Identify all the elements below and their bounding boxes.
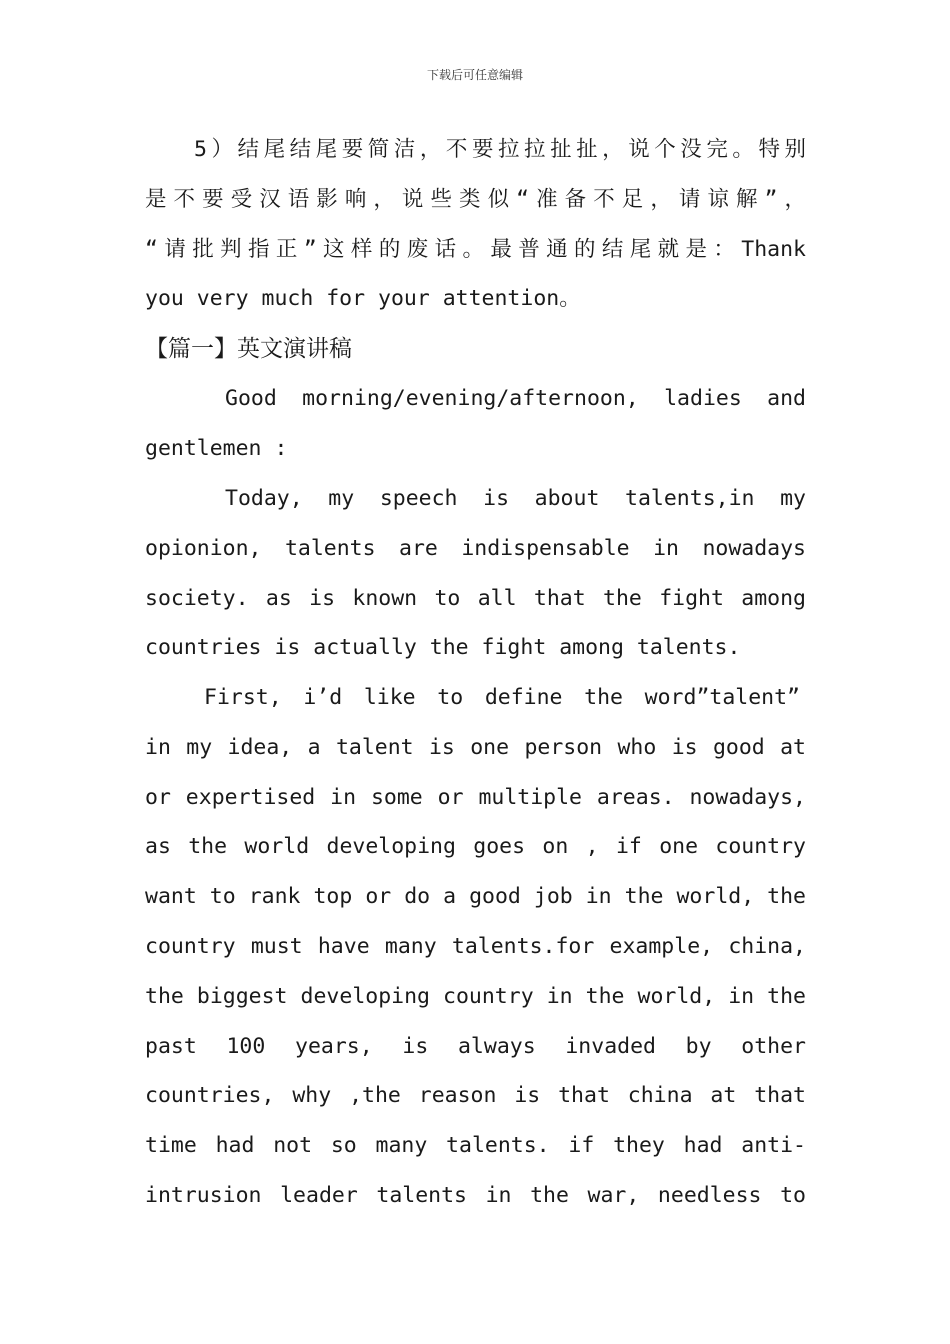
text-line: intrusion leader talents in the war, needless to	[145, 1183, 806, 1208]
text-line: opionion, talents are indispensable in nowadays	[145, 536, 806, 561]
text-line: as the world developing goes on , if one country	[145, 834, 806, 859]
text-line: countries, why ,the reason is that china at that	[145, 1083, 806, 1108]
text-line: want to rank top or do a good job in the world, the	[145, 884, 806, 909]
text-line: the biggest developing country in the world, in the	[145, 984, 806, 1009]
text-line: Good morning/evening/afternoon, ladies and	[225, 386, 806, 411]
text-line: or expertised in some or multiple areas. nowadays,	[145, 785, 806, 810]
text-line: you very much for your attention。	[145, 286, 581, 311]
text-line: gentlemen :	[145, 436, 288, 461]
text-line: countries is actually the fight among talents.	[145, 635, 741, 660]
text-line: “请批判指正”这样的废话。最普通的结尾就是：Thank	[145, 237, 806, 262]
text-line: 5）结尾结尾要简洁，不要拉拉扯扯，说个没完。特别	[194, 137, 806, 162]
text-line: past 100 years, is always invaded by other	[145, 1034, 806, 1059]
page-header: 下载后可任意编辑	[426, 68, 523, 82]
section-heading: 【篇一】英文演讲稿	[145, 336, 352, 362]
text-line: 是不要受汉语影响，说些类似“准备不足，请谅解”，	[145, 187, 806, 212]
text-line: in my idea, a talent is one person who is good at	[145, 735, 806, 760]
text-line: country must have many talents.for example, china,	[145, 934, 806, 959]
text-line: First, i’d like to define the word”talent”	[204, 685, 800, 710]
text-line: Today, my speech is about talents,in my	[225, 486, 806, 511]
text-line: society. as is known to all that the fight among	[145, 586, 806, 611]
text-line: time had not so many talents. if they had anti-	[145, 1133, 806, 1158]
